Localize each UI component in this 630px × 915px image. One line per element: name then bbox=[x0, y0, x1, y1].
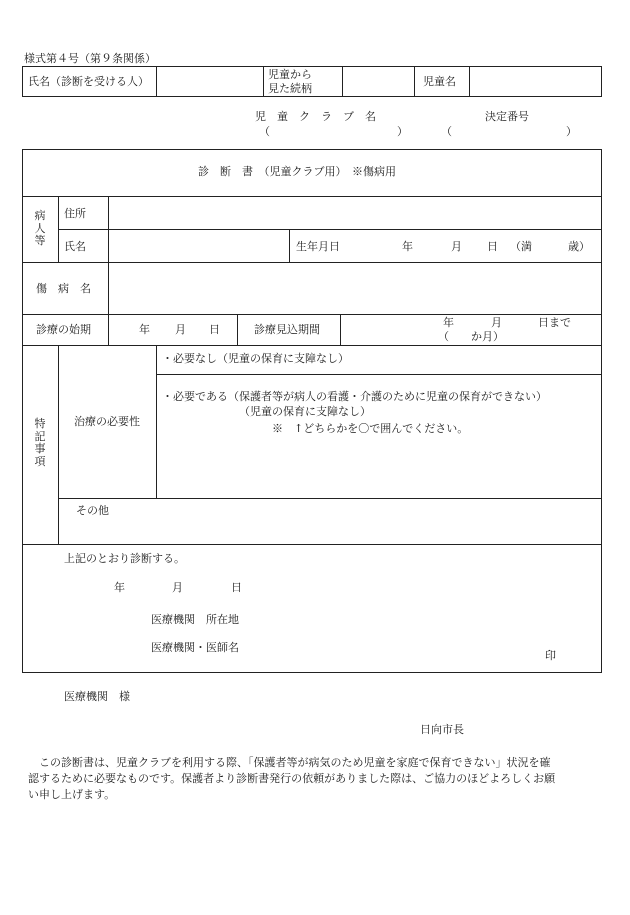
patient-group-label: 病人等 bbox=[34, 209, 46, 248]
start-month-unit: 月 bbox=[175, 323, 186, 336]
treatment-start-label: 診療の始期 bbox=[36, 323, 91, 336]
option-required-sub: （児童の保育に支障なし） bbox=[239, 405, 371, 418]
illness-name-field[interactable] bbox=[109, 263, 601, 313]
patient-name-label: 氏名（診断を受ける人） bbox=[28, 75, 149, 88]
treatment-necessity-label: 治療の必要性 bbox=[74, 415, 140, 428]
period-until-unit: 日まで bbox=[538, 316, 571, 329]
start-year-unit: 年 bbox=[139, 323, 150, 336]
club-name-paren-close: ） bbox=[397, 125, 408, 138]
decision-paren-close: ） bbox=[566, 125, 577, 138]
birth-month-unit: 月 bbox=[451, 240, 462, 253]
child-name-field[interactable] bbox=[470, 67, 601, 96]
option-required[interactable]: ・必要である（保護者等が病人の看護・介護のために児童の保育ができない） bbox=[162, 390, 547, 403]
institution-doctor-label: 医療機関・医師名 bbox=[151, 641, 239, 654]
sign-day-unit: 日 bbox=[231, 581, 242, 594]
patient-name-row-field[interactable] bbox=[109, 230, 288, 261]
seal-mark: 印 bbox=[545, 649, 556, 662]
form-title: 診 断 書 （児童クラブ用） ※傷病用 bbox=[198, 165, 396, 178]
decision-paren-open: （ bbox=[441, 125, 452, 138]
birth-day-unit: 日 bbox=[487, 240, 498, 253]
period-month-unit: 月 bbox=[491, 316, 502, 329]
relation-label-1: 児童から bbox=[268, 68, 312, 81]
age-close: 歳） bbox=[568, 240, 590, 253]
special-notes-label: 特記事項 bbox=[34, 417, 46, 468]
institution-doctor-field[interactable] bbox=[252, 636, 532, 654]
institution-address-field[interactable] bbox=[252, 608, 582, 626]
note-line-3: い申し上げます。 bbox=[28, 788, 116, 801]
expected-period-label: 診療見込期間 bbox=[254, 323, 320, 336]
issuer: 日向市長 bbox=[420, 723, 464, 736]
diagnosis-statement: 上記のとおり診断する。 bbox=[64, 552, 185, 565]
start-day-unit: 日 bbox=[209, 323, 220, 336]
note-line-1: この診断書は、児童クラブを利用する際、「保護者等が病気のため児童を家庭で保育できない」状況を確 bbox=[28, 756, 551, 769]
institution-address-label: 医療機関 所在地 bbox=[151, 613, 239, 626]
decision-number-field[interactable] bbox=[455, 122, 563, 138]
addressee: 医療機関 様 bbox=[64, 690, 130, 703]
relation-label-2: 見た続柄 bbox=[268, 82, 312, 95]
other-field[interactable] bbox=[120, 499, 601, 543]
club-name-field[interactable] bbox=[272, 122, 394, 138]
age-open: （満 bbox=[510, 240, 532, 253]
note-line-2: 認するために必要なものです。保護者より診断書発行の依頼がありました際は、ご協力のほどよろしくお願 bbox=[28, 772, 556, 785]
address-label: 住所 bbox=[64, 207, 86, 220]
period-year-unit: 年 bbox=[443, 316, 454, 329]
period-months: （ か月） bbox=[438, 330, 504, 343]
club-name-paren-open: （ bbox=[259, 125, 270, 138]
sign-year-unit: 年 bbox=[114, 581, 125, 594]
address-field[interactable] bbox=[109, 197, 601, 228]
decision-number-label: 決定番号 bbox=[485, 110, 529, 123]
sign-month-unit: 月 bbox=[172, 581, 183, 594]
patient-name-row-label: 氏名 bbox=[64, 240, 86, 253]
club-name-label: 児 童 ク ラ ブ 名 bbox=[255, 110, 376, 123]
relation-field[interactable] bbox=[343, 67, 413, 96]
birth-date-label: 生年月日 bbox=[296, 240, 340, 253]
patient-name-field[interactable] bbox=[157, 67, 262, 96]
illness-name-label: 傷 病 名 bbox=[36, 282, 91, 295]
other-label: その他 bbox=[76, 504, 109, 517]
circle-instruction-note: ※ ↑どちらかを〇で囲んでください。 bbox=[272, 422, 469, 435]
birth-year-unit: 年 bbox=[402, 240, 413, 253]
option-not-required[interactable]: ・必要なし（児童の保育に支障なし） bbox=[162, 352, 349, 365]
form-number: 様式第４号（第９条関係） bbox=[24, 52, 156, 65]
child-name-label: 児童名 bbox=[423, 75, 456, 88]
